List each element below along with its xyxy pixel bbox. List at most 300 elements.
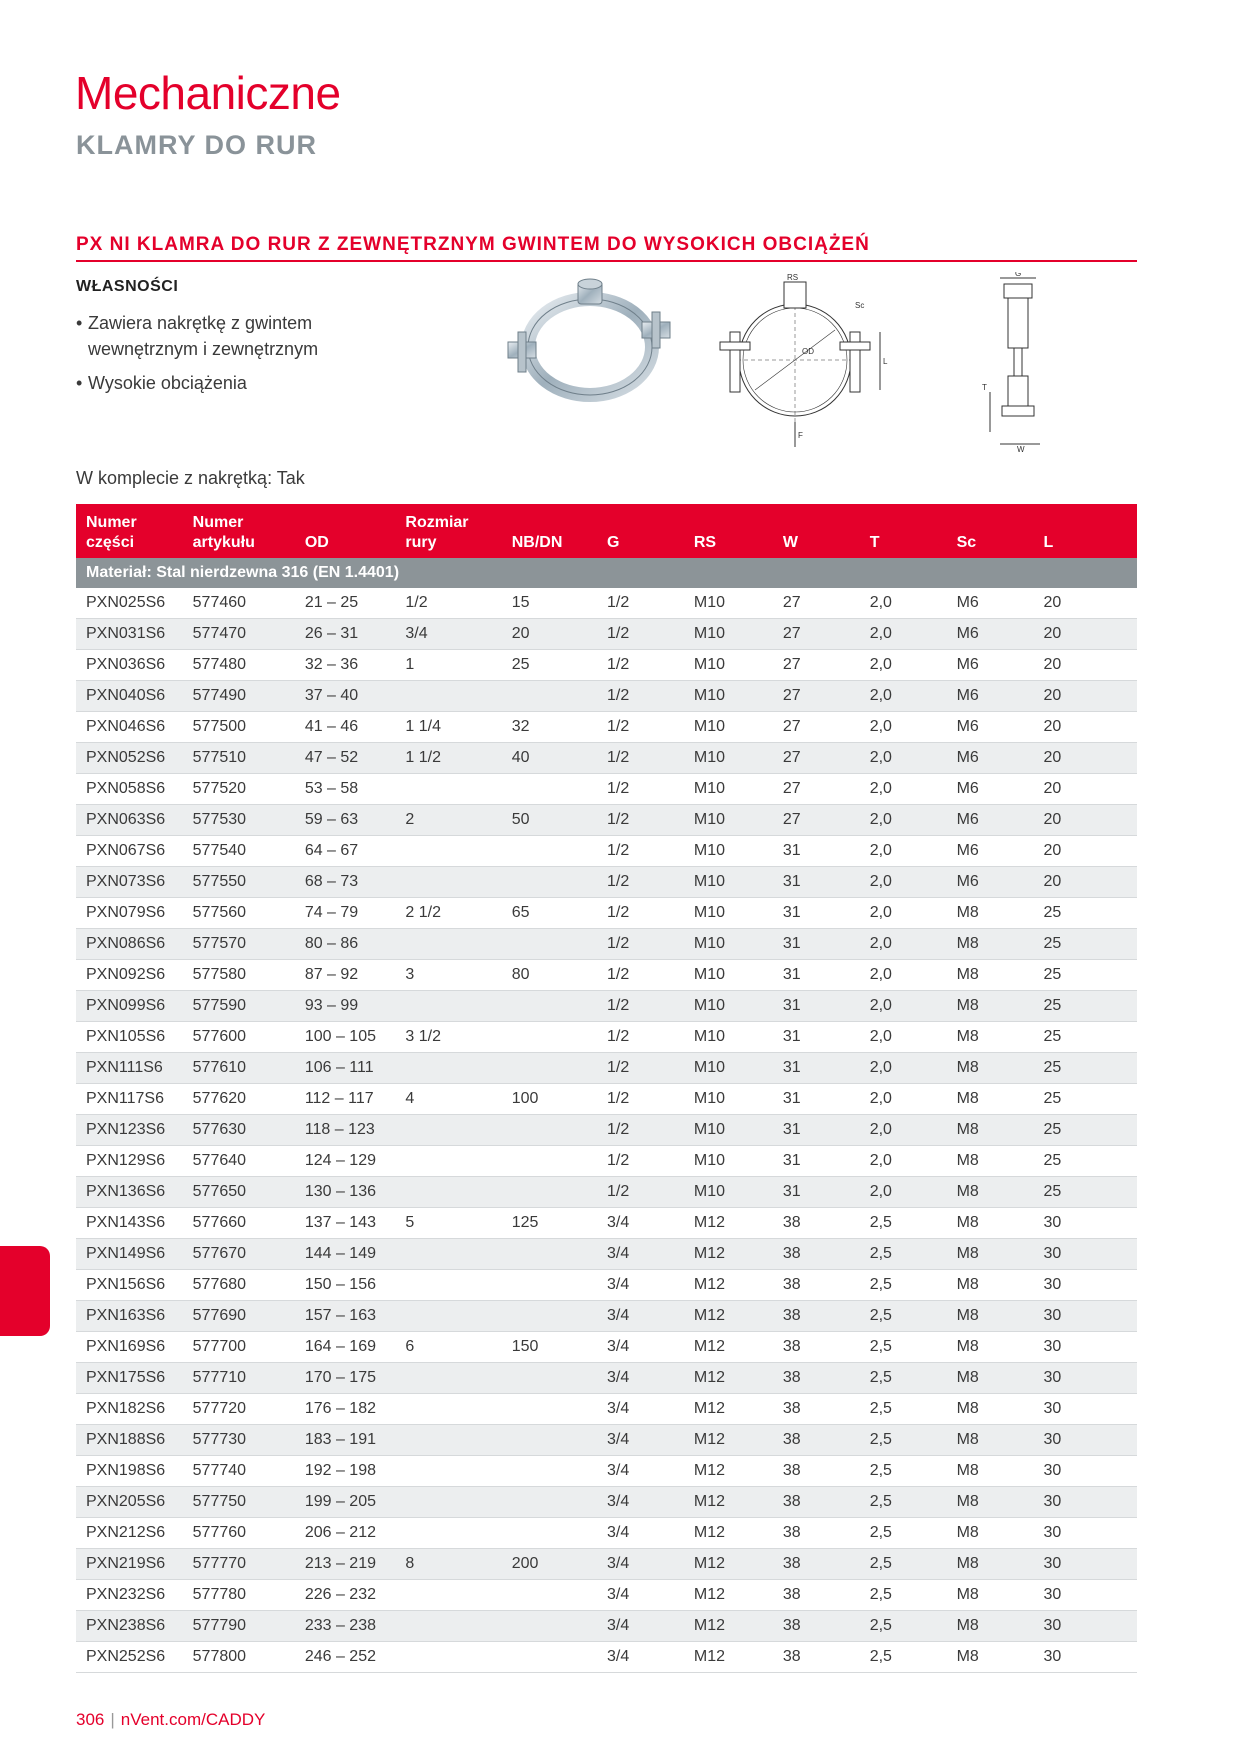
table-cell: PXN058S6 bbox=[76, 774, 183, 805]
table-cell: 2,5 bbox=[860, 1580, 947, 1611]
table-cell: 2,5 bbox=[860, 1394, 947, 1425]
table-cell: 80 – 86 bbox=[295, 929, 396, 960]
column-header: RS bbox=[684, 504, 773, 558]
table-cell: 1/2 bbox=[597, 1115, 684, 1146]
table-cell: 20 bbox=[1033, 867, 1137, 898]
table-row bbox=[76, 929, 1137, 960]
table-cell: PXN219S6 bbox=[76, 1549, 183, 1580]
table-row bbox=[76, 1053, 1137, 1084]
table-cell: 100 – 105 bbox=[295, 1022, 396, 1053]
table-cell bbox=[395, 1518, 501, 1549]
column-header: Numer części bbox=[76, 504, 183, 558]
table-cell: PXN129S6 bbox=[76, 1146, 183, 1177]
property-item: • Wysokie obciążenia bbox=[76, 373, 247, 393]
table-row bbox=[76, 1611, 1137, 1642]
table-cell: 27 bbox=[773, 681, 860, 712]
table-cell bbox=[502, 1146, 597, 1177]
table-cell bbox=[502, 1270, 597, 1301]
table-cell bbox=[502, 991, 597, 1022]
table-cell: 3/4 bbox=[597, 1611, 684, 1642]
table-cell: M8 bbox=[947, 991, 1034, 1022]
table-cell: M8 bbox=[947, 1301, 1034, 1332]
table-cell: 25 bbox=[1033, 1053, 1137, 1084]
table-cell: 1/2 bbox=[597, 1146, 684, 1177]
table-cell: 27 bbox=[773, 774, 860, 805]
table-cell: 25 bbox=[1033, 960, 1137, 991]
table-cell: M12 bbox=[684, 1425, 773, 1456]
table-row bbox=[76, 1177, 1137, 1208]
table-cell: 20 bbox=[502, 619, 597, 650]
table-cell: 2,0 bbox=[860, 836, 947, 867]
chapter-tab bbox=[0, 1246, 50, 1336]
table-cell: M8 bbox=[947, 1363, 1034, 1394]
table-cell: M8 bbox=[947, 1518, 1034, 1549]
table-row bbox=[76, 1208, 1137, 1239]
table-cell: 577610 bbox=[183, 1053, 295, 1084]
table-cell: 1/2 bbox=[597, 805, 684, 836]
table-row bbox=[76, 1332, 1137, 1363]
table-cell: PXN073S6 bbox=[76, 867, 183, 898]
table-cell: 38 bbox=[773, 1580, 860, 1611]
material-label: Materiał: Stal nierdzewna 316 (EN 1.4401) bbox=[76, 558, 1137, 588]
table-cell: 144 – 149 bbox=[295, 1239, 396, 1270]
table-cell: 2,0 bbox=[860, 991, 947, 1022]
table-cell: PXN156S6 bbox=[76, 1270, 183, 1301]
table-cell: 577550 bbox=[183, 867, 295, 898]
table-cell: 38 bbox=[773, 1363, 860, 1394]
table-cell: 2 bbox=[395, 805, 501, 836]
table-cell: M10 bbox=[684, 1146, 773, 1177]
table-cell: M10 bbox=[684, 743, 773, 774]
table-cell: 3/4 bbox=[395, 619, 501, 650]
table-cell: PXN079S6 bbox=[76, 898, 183, 929]
table-cell: 27 bbox=[773, 650, 860, 681]
table-cell: M8 bbox=[947, 1580, 1034, 1611]
table-cell: 577710 bbox=[183, 1363, 295, 1394]
table-cell: 20 bbox=[1033, 774, 1137, 805]
table-cell bbox=[395, 681, 501, 712]
table-row bbox=[76, 991, 1137, 1022]
table-cell: M6 bbox=[947, 836, 1034, 867]
included-nut-note: W komplecie z nakrętką: Tak bbox=[76, 468, 305, 488]
table-cell: 32 bbox=[502, 712, 597, 743]
section-divider bbox=[76, 260, 1137, 262]
table-cell: M8 bbox=[947, 1177, 1034, 1208]
table-cell bbox=[395, 1270, 501, 1301]
table-cell bbox=[395, 774, 501, 805]
label-f: F bbox=[798, 431, 803, 440]
table-cell: 20 bbox=[1033, 836, 1137, 867]
table-cell: 176 – 182 bbox=[295, 1394, 396, 1425]
table-cell: 577740 bbox=[183, 1456, 295, 1487]
table-cell: 21 – 25 bbox=[295, 588, 396, 619]
page-subtitle: KLAMRY DO RUR bbox=[76, 130, 317, 160]
table-cell bbox=[502, 1301, 597, 1332]
column-header: L bbox=[1033, 504, 1137, 558]
table-row bbox=[76, 650, 1137, 681]
table-row bbox=[76, 960, 1137, 991]
table-cell: M6 bbox=[947, 588, 1034, 619]
column-header: T bbox=[860, 504, 947, 558]
table-cell: PXN046S6 bbox=[76, 712, 183, 743]
table-cell: 38 bbox=[773, 1487, 860, 1518]
table-cell: M6 bbox=[947, 681, 1034, 712]
table-cell: 30 bbox=[1033, 1456, 1137, 1487]
table-cell bbox=[502, 1456, 597, 1487]
table-cell: 124 – 129 bbox=[295, 1146, 396, 1177]
table-cell: 3/4 bbox=[597, 1549, 684, 1580]
table-cell: M12 bbox=[684, 1301, 773, 1332]
table-cell: PXN067S6 bbox=[76, 836, 183, 867]
table-cell bbox=[502, 1425, 597, 1456]
table-cell: 59 – 63 bbox=[295, 805, 396, 836]
column-header: W bbox=[773, 504, 860, 558]
product-photo bbox=[500, 272, 680, 412]
table-cell: M10 bbox=[684, 991, 773, 1022]
table-cell: 2,5 bbox=[860, 1611, 947, 1642]
table-cell: M8 bbox=[947, 929, 1034, 960]
table-cell bbox=[395, 1456, 501, 1487]
table-cell bbox=[502, 1177, 597, 1208]
table-cell: 577640 bbox=[183, 1146, 295, 1177]
table-cell: 577770 bbox=[183, 1549, 295, 1580]
table-row bbox=[76, 1084, 1137, 1115]
table-cell: 100 bbox=[502, 1084, 597, 1115]
table-cell: 30 bbox=[1033, 1580, 1137, 1611]
table-cell: 2,0 bbox=[860, 960, 947, 991]
table-cell: M10 bbox=[684, 619, 773, 650]
page-title: Mechaniczne bbox=[75, 67, 341, 119]
table-row bbox=[76, 1363, 1137, 1394]
table-row bbox=[76, 1580, 1137, 1611]
table-cell bbox=[502, 681, 597, 712]
table-cell: 2,0 bbox=[860, 1146, 947, 1177]
table-cell: 577630 bbox=[183, 1115, 295, 1146]
table-cell: PXN232S6 bbox=[76, 1580, 183, 1611]
table-cell: PXN092S6 bbox=[76, 960, 183, 991]
table-cell: PXN169S6 bbox=[76, 1332, 183, 1363]
table-cell: 130 – 136 bbox=[295, 1177, 396, 1208]
table-cell: 20 bbox=[1033, 619, 1137, 650]
table-cell: 577670 bbox=[183, 1239, 295, 1270]
table-cell bbox=[395, 991, 501, 1022]
table-cell: 27 bbox=[773, 619, 860, 650]
table-cell: M8 bbox=[947, 1549, 1034, 1580]
table-cell bbox=[502, 836, 597, 867]
table-cell: PXN025S6 bbox=[76, 588, 183, 619]
table-cell: 25 bbox=[1033, 1084, 1137, 1115]
table-cell: 25 bbox=[502, 650, 597, 681]
table-cell: 3/4 bbox=[597, 1394, 684, 1425]
table-cell: 2,0 bbox=[860, 774, 947, 805]
table-cell: 2,0 bbox=[860, 650, 947, 681]
table-cell: 577650 bbox=[183, 1177, 295, 1208]
table-cell: 3/4 bbox=[597, 1487, 684, 1518]
table-cell: 577460 bbox=[183, 588, 295, 619]
table-row bbox=[76, 588, 1137, 619]
table-cell: 3/4 bbox=[597, 1518, 684, 1549]
table-cell: 3 bbox=[395, 960, 501, 991]
label-l: L bbox=[883, 357, 888, 366]
table-cell: M12 bbox=[684, 1239, 773, 1270]
table-cell: 26 – 31 bbox=[295, 619, 396, 650]
table-cell: 20 bbox=[1033, 712, 1137, 743]
table-cell: 2,5 bbox=[860, 1363, 947, 1394]
table-cell: 2,0 bbox=[860, 805, 947, 836]
side-view-diagram bbox=[980, 272, 1060, 452]
spec-table bbox=[76, 504, 1137, 1673]
table-cell: 577530 bbox=[183, 805, 295, 836]
table-cell: 38 bbox=[773, 1456, 860, 1487]
table-cell: M12 bbox=[684, 1642, 773, 1673]
table-cell: 577730 bbox=[183, 1425, 295, 1456]
table-cell: 6 bbox=[395, 1332, 501, 1363]
table-cell: 1/2 bbox=[597, 1053, 684, 1084]
table-cell: 38 bbox=[773, 1301, 860, 1332]
table-cell: 3/4 bbox=[597, 1208, 684, 1239]
table-cell: PXN086S6 bbox=[76, 929, 183, 960]
table-cell: 1 1/2 bbox=[395, 743, 501, 774]
properties-list bbox=[76, 310, 456, 404]
table-cell: 2,0 bbox=[860, 898, 947, 929]
table-cell: 31 bbox=[773, 867, 860, 898]
table-cell: 246 – 252 bbox=[295, 1642, 396, 1673]
table-cell: 577500 bbox=[183, 712, 295, 743]
table-cell: 1/2 bbox=[597, 836, 684, 867]
label-od: OD bbox=[802, 347, 814, 356]
table-row bbox=[76, 1425, 1137, 1456]
table-row bbox=[76, 836, 1137, 867]
table-cell: 38 bbox=[773, 1518, 860, 1549]
table-cell bbox=[502, 1022, 597, 1053]
table-cell: 68 – 73 bbox=[295, 867, 396, 898]
table-cell: 577750 bbox=[183, 1487, 295, 1518]
table-cell bbox=[502, 1518, 597, 1549]
table-cell: 25 bbox=[1033, 991, 1137, 1022]
table-cell: M8 bbox=[947, 1332, 1034, 1363]
label-g: G bbox=[1015, 272, 1022, 278]
table-cell: PXN252S6 bbox=[76, 1642, 183, 1673]
table-cell: 30 bbox=[1033, 1239, 1137, 1270]
table-cell: 2,5 bbox=[860, 1208, 947, 1239]
table-cell: M8 bbox=[947, 1115, 1034, 1146]
table-cell: PXN123S6 bbox=[76, 1115, 183, 1146]
table-cell: 50 bbox=[502, 805, 597, 836]
footer-link[interactable]: nVent.com/CADDY bbox=[120, 1710, 266, 1729]
table-cell: PXN052S6 bbox=[76, 743, 183, 774]
table-row bbox=[76, 1022, 1137, 1053]
table-row bbox=[76, 898, 1137, 929]
front-view-diagram bbox=[710, 272, 900, 452]
table-cell: 31 bbox=[773, 929, 860, 960]
table-cell: M12 bbox=[684, 1208, 773, 1239]
table-cell: 1/2 bbox=[597, 619, 684, 650]
table-cell: 53 – 58 bbox=[295, 774, 396, 805]
table-cell: M10 bbox=[684, 960, 773, 991]
table-cell: PXN198S6 bbox=[76, 1456, 183, 1487]
table-cell bbox=[502, 1115, 597, 1146]
table-cell: 112 – 117 bbox=[295, 1084, 396, 1115]
table-cell bbox=[395, 929, 501, 960]
table-cell: 2,5 bbox=[860, 1270, 947, 1301]
table-cell: 3/4 bbox=[597, 1363, 684, 1394]
table-cell: 3/4 bbox=[597, 1332, 684, 1363]
table-cell: 2,0 bbox=[860, 1084, 947, 1115]
table-cell: PXN205S6 bbox=[76, 1487, 183, 1518]
table-row bbox=[76, 1115, 1137, 1146]
properties-title: WŁASNOŚCI bbox=[76, 278, 179, 295]
table-cell: 30 bbox=[1033, 1270, 1137, 1301]
table-cell: 106 – 111 bbox=[295, 1053, 396, 1084]
table-cell: 41 – 46 bbox=[295, 712, 396, 743]
table-cell: 31 bbox=[773, 1146, 860, 1177]
section-title: PX NI KLAMRA DO RUR Z ZEWNĘTRZNYM GWINTEM DO WYSOKICH OBCIĄŻEŃ bbox=[76, 234, 870, 255]
table-cell: 27 bbox=[773, 712, 860, 743]
table-cell bbox=[395, 1239, 501, 1270]
table-cell: 93 – 99 bbox=[295, 991, 396, 1022]
table-cell: 577480 bbox=[183, 650, 295, 681]
table-cell: 25 bbox=[1033, 1177, 1137, 1208]
table-cell: M6 bbox=[947, 650, 1034, 681]
table-cell: 25 bbox=[1033, 929, 1137, 960]
table-cell: M12 bbox=[684, 1611, 773, 1642]
table-cell: 3/4 bbox=[597, 1580, 684, 1611]
table-cell: 1/2 bbox=[597, 588, 684, 619]
table-cell: 65 bbox=[502, 898, 597, 929]
table-cell: 192 – 198 bbox=[295, 1456, 396, 1487]
table-cell: 3/4 bbox=[597, 1239, 684, 1270]
table-cell: 30 bbox=[1033, 1425, 1137, 1456]
table-cell: 2,0 bbox=[860, 681, 947, 712]
table-cell: M8 bbox=[947, 1394, 1034, 1425]
table-cell: 2,5 bbox=[860, 1518, 947, 1549]
table-row bbox=[76, 805, 1137, 836]
table-cell: 25 bbox=[1033, 1146, 1137, 1177]
table-cell bbox=[395, 1301, 501, 1332]
table-cell: 38 bbox=[773, 1239, 860, 1270]
table-cell: 40 bbox=[502, 743, 597, 774]
table-cell: M6 bbox=[947, 774, 1034, 805]
table-cell: 5 bbox=[395, 1208, 501, 1239]
table-cell: M8 bbox=[947, 1146, 1034, 1177]
property-item: • Zawiera nakrętkę z gwintem wewnętrznym i zewnętrznym bbox=[76, 313, 319, 359]
table-cell: M12 bbox=[684, 1487, 773, 1518]
table-cell: 577510 bbox=[183, 743, 295, 774]
table-cell: M6 bbox=[947, 619, 1034, 650]
table-cell bbox=[395, 1053, 501, 1084]
table-cell: 170 – 175 bbox=[295, 1363, 396, 1394]
table-cell: M8 bbox=[947, 1084, 1034, 1115]
table-cell bbox=[395, 1425, 501, 1456]
table-cell: 3/4 bbox=[597, 1456, 684, 1487]
table-cell: M8 bbox=[947, 898, 1034, 929]
table-cell: 27 bbox=[773, 588, 860, 619]
table-cell: M10 bbox=[684, 867, 773, 898]
table-cell: 20 bbox=[1033, 743, 1137, 774]
table-cell: PXN036S6 bbox=[76, 650, 183, 681]
table-cell: M10 bbox=[684, 1115, 773, 1146]
table-cell bbox=[395, 1115, 501, 1146]
table-cell: 577490 bbox=[183, 681, 295, 712]
table-cell bbox=[502, 867, 597, 898]
table-cell: 577590 bbox=[183, 991, 295, 1022]
table-cell: PXN117S6 bbox=[76, 1084, 183, 1115]
table-row bbox=[76, 1642, 1137, 1673]
column-header: Sc bbox=[947, 504, 1034, 558]
table-cell: PXN149S6 bbox=[76, 1239, 183, 1270]
table-cell: 1 1/4 bbox=[395, 712, 501, 743]
table-cell: 31 bbox=[773, 991, 860, 1022]
table-cell: 577520 bbox=[183, 774, 295, 805]
table-row bbox=[76, 1146, 1137, 1177]
table-cell: 577780 bbox=[183, 1580, 295, 1611]
table-cell: 577800 bbox=[183, 1642, 295, 1673]
table-cell: 3 1/2 bbox=[395, 1022, 501, 1053]
table-cell: 1/2 bbox=[597, 867, 684, 898]
table-cell bbox=[395, 1394, 501, 1425]
table-row bbox=[76, 1270, 1137, 1301]
table-cell: 118 – 123 bbox=[295, 1115, 396, 1146]
table-cell: 577790 bbox=[183, 1611, 295, 1642]
table-cell: 1/2 bbox=[597, 1022, 684, 1053]
label-sc: Sc bbox=[855, 301, 865, 310]
table-cell: 30 bbox=[1033, 1549, 1137, 1580]
table-cell: 31 bbox=[773, 1053, 860, 1084]
table-cell: 2,5 bbox=[860, 1456, 947, 1487]
table-cell: M12 bbox=[684, 1456, 773, 1487]
table-cell: 2,0 bbox=[860, 712, 947, 743]
table-cell bbox=[502, 1363, 597, 1394]
table-cell: 2 1/2 bbox=[395, 898, 501, 929]
table-cell: 32 – 36 bbox=[295, 650, 396, 681]
table-cell: 1/2 bbox=[597, 929, 684, 960]
table-cell: 577570 bbox=[183, 929, 295, 960]
table-cell: 30 bbox=[1033, 1518, 1137, 1549]
table-cell: 2,0 bbox=[860, 1053, 947, 1084]
table-cell bbox=[395, 1580, 501, 1611]
table-cell: 1 bbox=[395, 650, 501, 681]
table-cell: 20 bbox=[1033, 681, 1137, 712]
table-cell: M12 bbox=[684, 1518, 773, 1549]
table-cell: 2,0 bbox=[860, 1115, 947, 1146]
table-cell: 2,5 bbox=[860, 1549, 947, 1580]
table-cell: 2,0 bbox=[860, 619, 947, 650]
table-cell: M12 bbox=[684, 1394, 773, 1425]
table-cell bbox=[502, 929, 597, 960]
table-cell: 8 bbox=[395, 1549, 501, 1580]
table-cell: 15 bbox=[502, 588, 597, 619]
table-cell: 25 bbox=[1033, 1022, 1137, 1053]
table-cell: M8 bbox=[947, 1022, 1034, 1053]
table-cell: 80 bbox=[502, 960, 597, 991]
table-cell: M8 bbox=[947, 1456, 1034, 1487]
table-cell: PXN105S6 bbox=[76, 1022, 183, 1053]
table-cell: M8 bbox=[947, 1487, 1034, 1518]
table-cell: 1/2 bbox=[597, 712, 684, 743]
table-cell bbox=[395, 1146, 501, 1177]
table-cell: 137 – 143 bbox=[295, 1208, 396, 1239]
table-cell: M10 bbox=[684, 836, 773, 867]
table-cell: PXN040S6 bbox=[76, 681, 183, 712]
table-cell: M8 bbox=[947, 1642, 1034, 1673]
table-cell: 577700 bbox=[183, 1332, 295, 1363]
column-header: Numer artykułu bbox=[183, 504, 295, 558]
table-cell: PXN136S6 bbox=[76, 1177, 183, 1208]
table-cell: M8 bbox=[947, 1053, 1034, 1084]
table-cell: 206 – 212 bbox=[295, 1518, 396, 1549]
table-cell: 213 – 219 bbox=[295, 1549, 396, 1580]
table-cell: 30 bbox=[1033, 1394, 1137, 1425]
